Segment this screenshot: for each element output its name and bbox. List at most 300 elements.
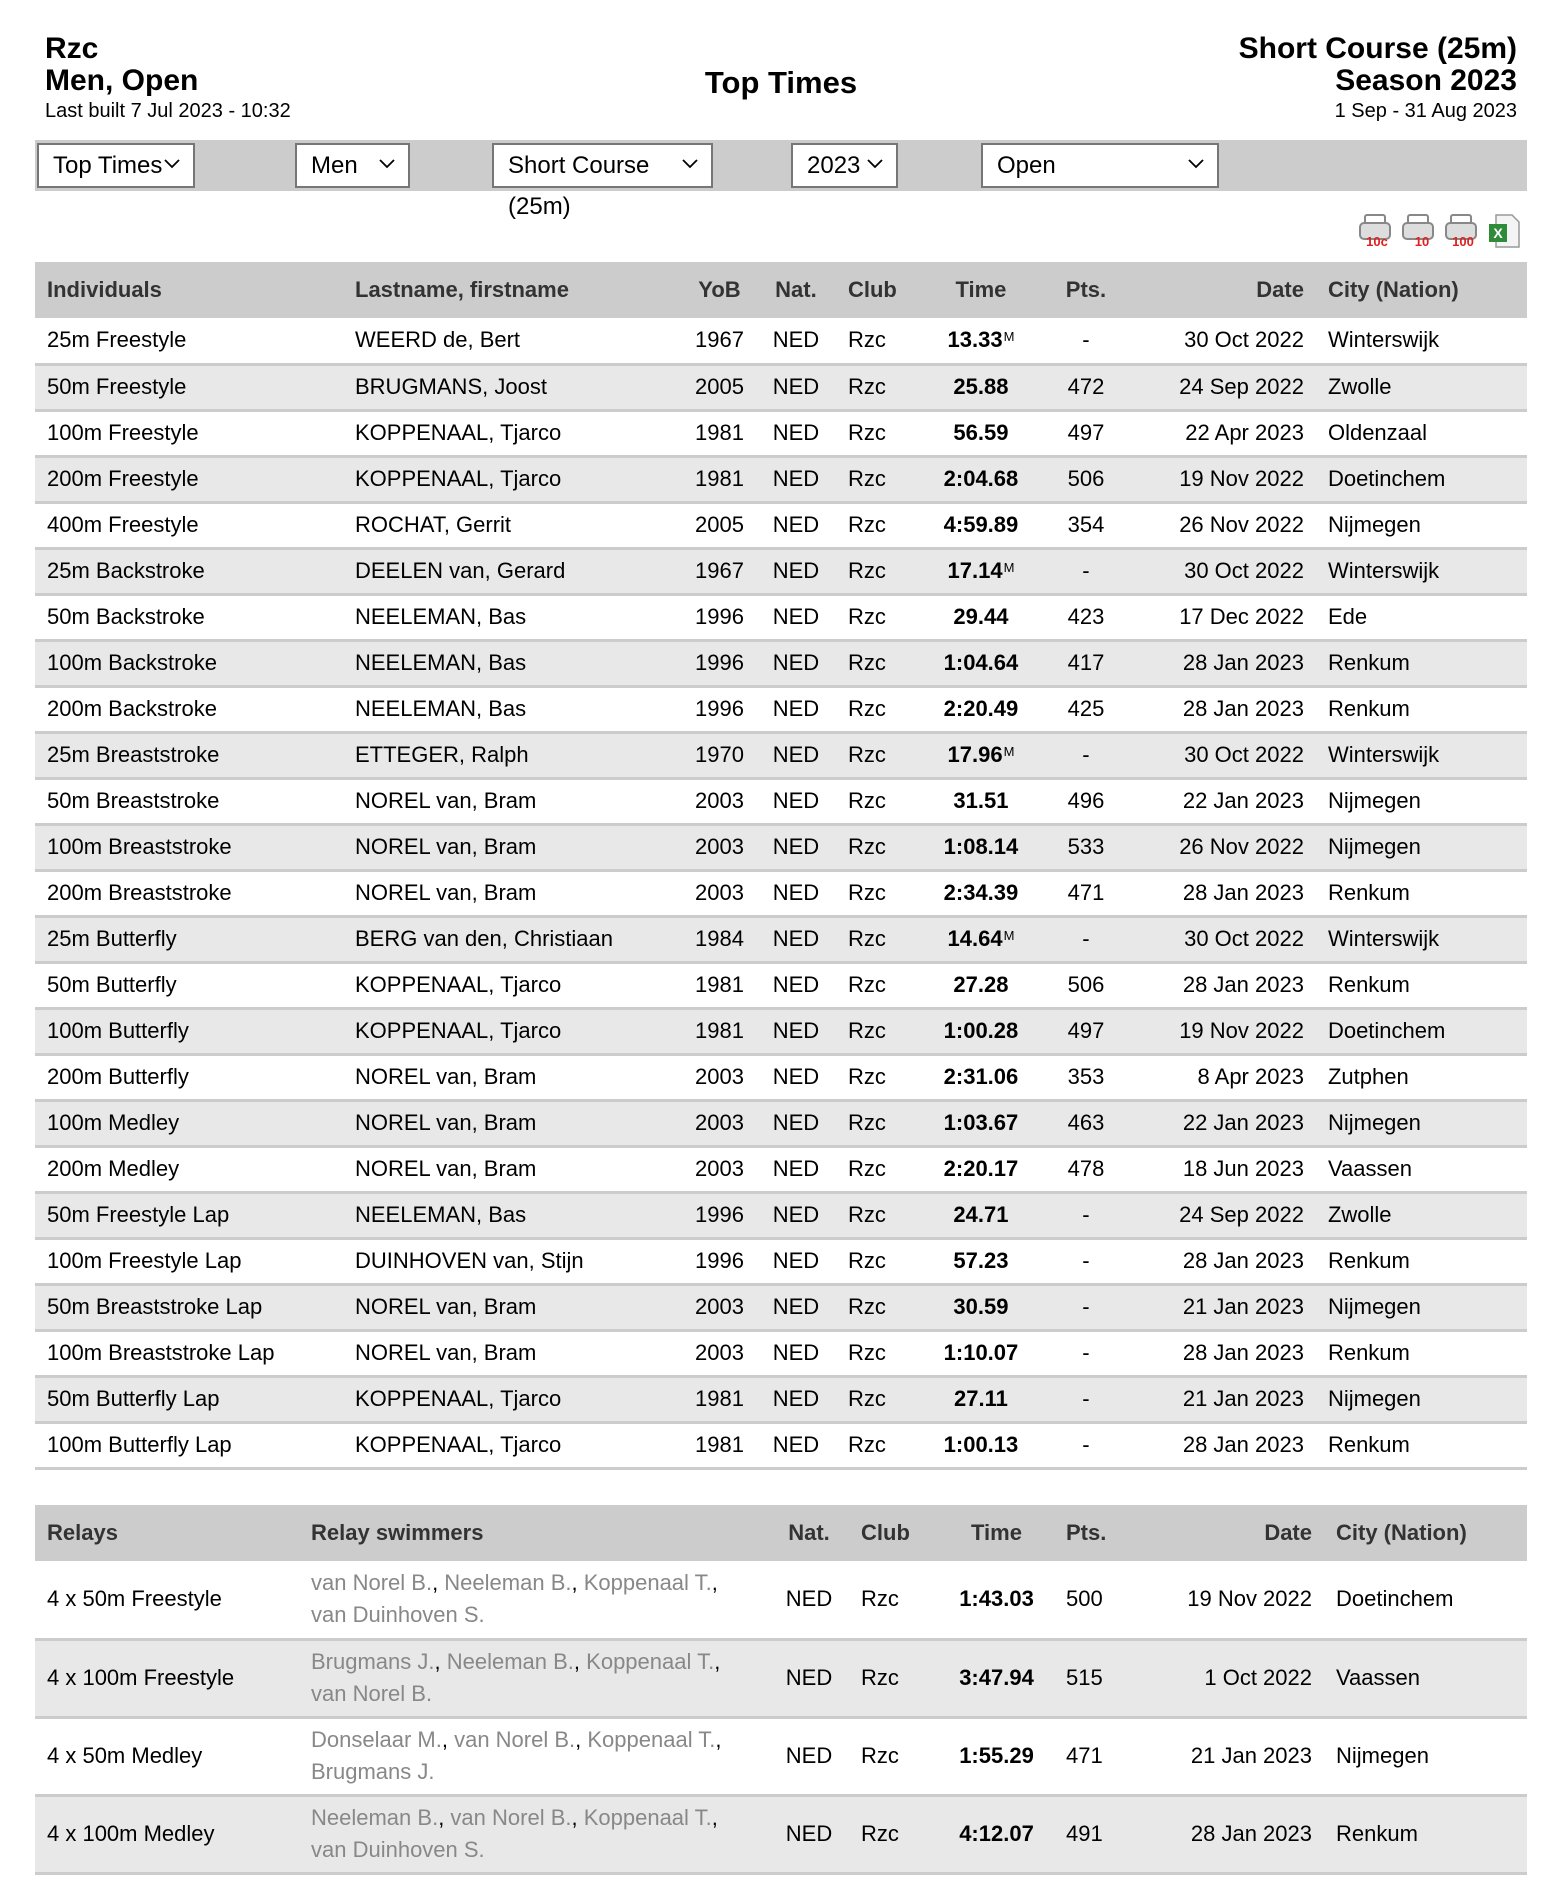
swimmer-name-cell[interactable]: KOPPENAAL, Tjarco — [343, 1422, 683, 1468]
time-value: 4:59.89 — [943, 512, 1019, 537]
separator: , — [432, 1570, 445, 1596]
swimmer-name-cell[interactable]: NEELEMAN, Bas — [343, 686, 683, 732]
swimmer-name-cell[interactable]: NEELEMAN, Bas — [343, 1192, 683, 1238]
event-cell[interactable]: 50m Butterfly — [35, 962, 343, 1008]
course-select[interactable] — [492, 143, 713, 220]
yob-cell: 1996 — [683, 640, 756, 686]
relay-swimmer-link[interactable]: Neeleman B. — [311, 1805, 439, 1830]
time-cell[interactable] — [926, 1284, 1036, 1330]
points-cell: - — [1036, 916, 1136, 962]
yob-cell: 1981 — [683, 1008, 756, 1054]
club-cell: Rzc — [836, 686, 926, 732]
relay-swimmers-cell — [299, 1795, 769, 1873]
points-cell: 478 — [1036, 1146, 1136, 1192]
date-cell: 21 Jan 2023 — [1136, 1376, 1316, 1422]
separator: , — [571, 1570, 584, 1596]
city-cell: Winterswijk — [1316, 732, 1527, 778]
club-cell: Rzc — [836, 962, 926, 1008]
col-relay-event: Relays — [35, 1505, 299, 1561]
city-cell: Zwolle — [1316, 1192, 1527, 1238]
club-cell: Rzc — [849, 1639, 939, 1717]
event-cell[interactable]: 25m Breaststroke — [35, 732, 343, 778]
table-row — [35, 1376, 1527, 1422]
event-cell[interactable]: 100m Breaststroke — [35, 824, 343, 870]
separator: , — [575, 1727, 588, 1752]
title-block — [35, 0, 1527, 140]
city-cell: Winterswijk — [1316, 318, 1527, 364]
table-row — [35, 686, 1527, 732]
time-mark: M — [1003, 560, 1015, 575]
city-cell: Winterswijk — [1316, 916, 1527, 962]
relay-swimmer-link[interactable]: Koppenaal T. — [586, 1649, 715, 1674]
swimmer-name-cell[interactable]: NOREL van, Bram — [343, 1054, 683, 1100]
time-mark: M — [1003, 329, 1015, 345]
table-row — [35, 548, 1527, 594]
points-cell: - — [1036, 1330, 1136, 1376]
swimmer-name-cell[interactable]: NOREL van, Bram — [343, 870, 683, 916]
individuals-body — [35, 318, 1527, 1468]
time-cell[interactable] — [926, 640, 1036, 686]
nat-cell: NED — [769, 1561, 849, 1639]
print-100-icon[interactable] — [1443, 212, 1479, 250]
event-cell[interactable]: 100m Butterfly — [35, 1008, 343, 1054]
swimmer-name-cell[interactable]: KOPPENAAL, Tjarco — [343, 410, 683, 456]
time-cell[interactable] — [926, 962, 1036, 1008]
svg-text:10c: 10c — [1366, 234, 1388, 249]
date-cell: 28 Jan 2023 — [1136, 1238, 1316, 1284]
time-cell[interactable]: 1:43.03 — [939, 1561, 1054, 1639]
col-time: Time — [926, 262, 1036, 318]
club-cell: Rzc — [836, 410, 926, 456]
city-cell: Nijmegen — [1316, 1376, 1527, 1422]
city-cell: Ede — [1316, 594, 1527, 640]
separator: , — [711, 1570, 718, 1596]
nat-cell: NED — [756, 1146, 836, 1192]
relay-swimmer-link[interactable]: Koppenaal T. — [587, 1727, 716, 1752]
swimmer-name-cell[interactable]: BRUGMANS, Joost — [343, 364, 683, 410]
date-cell: 30 Oct 2022 — [1136, 916, 1316, 962]
time-cell[interactable] — [926, 1422, 1036, 1468]
event-cell[interactable]: 50m Freestyle Lap — [35, 1192, 343, 1238]
time-mark: M — [1003, 744, 1015, 759]
event-cell[interactable]: 25m Freestyle — [35, 318, 343, 364]
time-cell[interactable] — [926, 502, 1036, 548]
yob-cell: 2003 — [683, 870, 756, 916]
club-cell: Rzc — [836, 1330, 926, 1376]
points-cell: 506 — [1036, 962, 1136, 1008]
event-cell[interactable]: 50m Freestyle — [35, 364, 343, 410]
relay-row — [35, 1717, 1527, 1795]
swimmer-name-cell[interactable]: KOPPENAAL, Tjarco — [343, 456, 683, 502]
event-cell[interactable]: 200m Breaststroke — [35, 870, 343, 916]
relay-row — [35, 1639, 1527, 1717]
col-relay-swimmers: Relay swimmers — [299, 1505, 769, 1561]
nat-cell: NED — [756, 1238, 836, 1284]
time-cell[interactable] — [926, 318, 1036, 364]
yob-cell: 2005 — [683, 364, 756, 410]
separator: , — [441, 1727, 455, 1752]
table-row — [35, 732, 1527, 778]
col-relay-club: Club — [849, 1505, 939, 1561]
time-cell[interactable] — [926, 1238, 1036, 1284]
event-cell[interactable]: 200m Freestyle — [35, 456, 343, 502]
club-cell: Rzc — [836, 870, 926, 916]
svg-text:100: 100 — [1452, 234, 1474, 249]
season-label: Season 2023 — [1335, 64, 1517, 97]
yob-cell: 1967 — [683, 318, 756, 364]
time-cell[interactable] — [926, 1330, 1036, 1376]
event-cell[interactable]: 25m Butterfly — [35, 916, 343, 962]
print-10c-icon[interactable] — [1357, 212, 1393, 250]
time-value: 1:03.67 — [943, 1110, 1019, 1135]
club-cell: Rzc — [836, 778, 926, 824]
swimmer-name-cell[interactable]: NOREL van, Bram — [343, 1100, 683, 1146]
date-cell: 26 Nov 2022 — [1136, 502, 1316, 548]
date-cell: 26 Nov 2022 — [1136, 824, 1316, 870]
nat-cell: NED — [756, 732, 836, 778]
nat-cell: NED — [756, 1330, 836, 1376]
city-cell: Nijmegen — [1316, 1284, 1527, 1330]
club-name: Rzc — [45, 32, 99, 65]
time-value: 56.59 — [953, 420, 1009, 445]
relay-swimmer-link[interactable]: van Duinhoven S. — [311, 1602, 485, 1628]
col-event: Individuals — [35, 262, 343, 318]
season-range: 1 Sep - 31 Aug 2023 — [1334, 100, 1517, 122]
time-value: 2:31.06 — [943, 1064, 1019, 1089]
city-cell: Doetinchem — [1316, 1008, 1527, 1054]
time-value: 1:10.07 — [943, 1340, 1019, 1365]
yob-cell: 1996 — [683, 1238, 756, 1284]
club-cell: Rzc — [836, 502, 926, 548]
swimmer-name-cell[interactable]: DUINHOVEN van, Stijn — [343, 1238, 683, 1284]
relay-swimmer-link[interactable]: Neeleman B. — [446, 1649, 574, 1674]
time-cell[interactable] — [926, 456, 1036, 502]
points-cell: - — [1036, 1192, 1136, 1238]
time-value: 1:00.13 — [943, 1432, 1019, 1457]
city-cell: Oldenzaal — [1316, 410, 1527, 456]
svg-text:10: 10 — [1414, 234, 1430, 249]
nat-cell: NED — [756, 1100, 836, 1146]
table-row — [35, 870, 1527, 916]
time-value: 1:04.64 — [943, 650, 1019, 675]
col-relay-nat: Nat. — [769, 1505, 849, 1561]
date-cell: 28 Jan 2023 — [1136, 640, 1316, 686]
swimmer-name-cell[interactable]: NEELEMAN, Bas — [343, 594, 683, 640]
time-value: 30.59 — [953, 1294, 1009, 1319]
event-cell[interactable]: 100m Medley — [35, 1100, 343, 1146]
event-cell[interactable]: 200m Medley — [35, 1146, 343, 1192]
time-cell[interactable] — [926, 870, 1036, 916]
yob-cell: 1981 — [683, 456, 756, 502]
yob-cell: 1967 — [683, 548, 756, 594]
date-cell: 28 Jan 2023 — [1136, 1330, 1316, 1376]
points-cell: 500 — [1054, 1561, 1144, 1639]
time-value: 2:20.17 — [943, 1156, 1019, 1181]
event-cell[interactable]: 400m Freestyle — [35, 502, 343, 548]
city-cell: Doetinchem — [1324, 1561, 1527, 1639]
date-cell: 19 Nov 2022 — [1136, 456, 1316, 502]
nat-cell: NED — [756, 1008, 836, 1054]
event-cell[interactable]: 100m Freestyle Lap — [35, 1238, 343, 1284]
city-cell: Renkum — [1316, 1422, 1527, 1468]
print-10-icon[interactable] — [1400, 212, 1436, 250]
time-cell[interactable] — [926, 410, 1036, 456]
time-value: 14.64 — [947, 926, 1003, 951]
club-cell: Rzc — [836, 364, 926, 410]
date-cell: 21 Jan 2023 — [1144, 1717, 1324, 1795]
swimmer-name-cell[interactable]: NOREL van, Bram — [343, 1284, 683, 1330]
swimmer-name-cell[interactable]: ROCHAT, Gerrit — [343, 502, 683, 548]
swimmer-name-cell[interactable]: NOREL van, Bram — [343, 1330, 683, 1376]
nat-cell: NED — [769, 1795, 849, 1873]
yob-cell: 1996 — [683, 1192, 756, 1238]
nat-cell: NED — [756, 594, 836, 640]
separator: , — [571, 1805, 584, 1830]
relay-swimmer-link[interactable]: van Norel B. — [311, 1681, 433, 1706]
report-select[interactable] — [37, 143, 195, 188]
event-cell[interactable]: 100m Butterfly Lap — [35, 1422, 343, 1468]
yob-cell: 2005 — [683, 502, 756, 548]
relay-swimmer-link[interactable]: van Norel B. — [454, 1727, 576, 1752]
nat-cell: NED — [756, 824, 836, 870]
table-row — [35, 1284, 1527, 1330]
date-cell: 30 Oct 2022 — [1136, 318, 1316, 364]
city-cell: Nijmegen — [1316, 824, 1527, 870]
relay-swimmer-link[interactable]: Koppenaal T. — [583, 1570, 712, 1596]
relays-table — [35, 1505, 1527, 1875]
relay-row — [35, 1561, 1527, 1639]
export-toolbar — [1357, 212, 1522, 252]
relays-body — [35, 1561, 1527, 1873]
chevron-down-icon — [866, 145, 884, 186]
time-cell[interactable] — [926, 824, 1036, 870]
time-value: 1:08.14 — [943, 834, 1019, 859]
table-row — [35, 640, 1527, 686]
separator: , — [711, 1805, 718, 1830]
time-cell[interactable] — [926, 732, 1036, 778]
last-built: Last built 7 Jul 2023 - 10:32 — [45, 100, 291, 122]
col-pts: Pts. — [1036, 262, 1136, 318]
time-cell[interactable] — [926, 548, 1036, 594]
time-value: 27.28 — [953, 972, 1009, 997]
relays-header-row — [35, 1505, 1527, 1561]
event-cell[interactable]: 50m Breaststroke Lap — [35, 1284, 343, 1330]
time-cell[interactable] — [926, 1146, 1036, 1192]
time-cell[interactable] — [926, 364, 1036, 410]
city-cell: Nijmegen — [1324, 1717, 1527, 1795]
time-value: 25.88 — [953, 374, 1009, 399]
time-cell[interactable] — [926, 1008, 1036, 1054]
relay-event-cell[interactable]: 4 x 100m Freestyle — [35, 1639, 299, 1717]
yob-cell: 1970 — [683, 732, 756, 778]
club-cell: Rzc — [836, 732, 926, 778]
date-cell: 19 Nov 2022 — [1136, 1008, 1316, 1054]
col-date: Date — [1136, 262, 1316, 318]
excel-export-icon[interactable] — [1486, 212, 1522, 250]
event-cell[interactable]: 100m Backstroke — [35, 640, 343, 686]
relay-swimmer-link[interactable]: Brugmans J. — [311, 1759, 435, 1784]
table-row — [35, 1238, 1527, 1284]
points-cell: 497 — [1036, 410, 1136, 456]
nat-cell: NED — [756, 1422, 836, 1468]
table-row — [35, 962, 1527, 1008]
swimmer-name-cell[interactable]: KOPPENAAL, Tjarco — [343, 962, 683, 1008]
date-cell: 30 Oct 2022 — [1136, 732, 1316, 778]
relay-swimmer-link[interactable]: Koppenaal T. — [583, 1805, 712, 1830]
swimmer-name-cell[interactable]: KOPPENAAL, Tjarco — [343, 1376, 683, 1422]
city-cell: Renkum — [1316, 962, 1527, 1008]
table-row — [35, 1008, 1527, 1054]
time-cell[interactable] — [926, 594, 1036, 640]
yob-cell: 1996 — [683, 686, 756, 732]
relay-swimmer-link[interactable]: van Norel B. — [450, 1805, 572, 1830]
table-row — [35, 824, 1527, 870]
swimmer-name-cell[interactable]: KOPPENAAL, Tjarco — [343, 1008, 683, 1054]
points-cell: 423 — [1036, 594, 1136, 640]
points-cell: - — [1036, 732, 1136, 778]
nat-cell: NED — [756, 318, 836, 364]
event-cell[interactable]: 100m Breaststroke Lap — [35, 1330, 343, 1376]
relay-swimmer-link[interactable]: Neeleman B. — [444, 1570, 572, 1596]
table-row — [35, 502, 1527, 548]
points-cell: - — [1036, 1238, 1136, 1284]
table-row — [35, 318, 1527, 364]
club-cell: Rzc — [836, 1054, 926, 1100]
col-name: Lastname, firstname — [343, 262, 683, 318]
page — [35, 0, 1527, 1862]
city-cell: Renkum — [1316, 640, 1527, 686]
table-row — [35, 1192, 1527, 1238]
event-cell[interactable]: 50m Butterfly Lap — [35, 1376, 343, 1422]
points-cell: 496 — [1036, 778, 1136, 824]
nat-cell: NED — [756, 410, 836, 456]
age-group-select[interactable] — [981, 143, 1219, 188]
club-cell: Rzc — [836, 1192, 926, 1238]
col-yob: YoB — [683, 262, 756, 318]
swimmer-name-cell[interactable]: NOREL van, Bram — [343, 778, 683, 824]
points-cell: 472 — [1036, 364, 1136, 410]
club-cell: Rzc — [836, 1284, 926, 1330]
event-cell[interactable]: 50m Breaststroke — [35, 778, 343, 824]
gender-select[interactable] — [295, 143, 410, 188]
date-cell: 1 Oct 2022 — [1144, 1639, 1324, 1717]
nat-cell: NED — [756, 916, 836, 962]
report-select-value: Top Times — [53, 152, 163, 179]
time-value: 2:34.39 — [943, 880, 1019, 905]
time-cell[interactable] — [926, 1054, 1036, 1100]
filter-bar — [35, 140, 1527, 220]
club-cell: Rzc — [836, 1376, 926, 1422]
yob-cell: 1996 — [683, 594, 756, 640]
swimmer-name-cell[interactable]: BERG van den, Christiaan — [343, 916, 683, 962]
event-cell[interactable]: 50m Backstroke — [35, 594, 343, 640]
time-cell[interactable]: 3:47.94 — [939, 1639, 1054, 1717]
col-relay-pts: Pts. — [1054, 1505, 1144, 1561]
relay-swimmer-link[interactable]: van Duinhoven S. — [311, 1837, 485, 1862]
club-cell: Rzc — [836, 594, 926, 640]
swimmer-name-cell[interactable]: WEERD de, Bert — [343, 318, 683, 364]
relay-swimmer-link[interactable]: van Norel B. — [311, 1570, 433, 1596]
event-cell[interactable]: 25m Backstroke — [35, 548, 343, 594]
time-value: 1:00.28 — [943, 1018, 1019, 1043]
club-cell: Rzc — [836, 548, 926, 594]
date-cell: 8 Apr 2023 — [1136, 1054, 1316, 1100]
points-cell: - — [1036, 1284, 1136, 1330]
course-select-value: Short Course (25m) — [508, 152, 650, 220]
yob-cell: 2003 — [683, 1284, 756, 1330]
points-cell: 353 — [1036, 1054, 1136, 1100]
individuals-table — [35, 262, 1527, 1470]
time-cell[interactable]: 4:12.07 — [939, 1795, 1054, 1873]
table-row — [35, 1146, 1527, 1192]
city-cell: Vaassen — [1316, 1146, 1527, 1192]
time-cell[interactable] — [926, 1192, 1036, 1238]
nat-cell: NED — [756, 1054, 836, 1100]
nat-cell: NED — [756, 870, 836, 916]
club-cell: Rzc — [836, 456, 926, 502]
swimmer-name-cell[interactable]: DEELEN van, Gerard — [343, 548, 683, 594]
swimmer-name-cell[interactable]: ETTEGER, Ralph — [343, 732, 683, 778]
nat-cell: NED — [756, 962, 836, 1008]
time-cell[interactable] — [926, 1100, 1036, 1146]
swimmer-name-cell[interactable]: NEELEMAN, Bas — [343, 640, 683, 686]
table-row — [35, 1330, 1527, 1376]
relay-event-cell[interactable]: 4 x 50m Medley — [35, 1717, 299, 1795]
relay-row — [35, 1795, 1527, 1873]
event-cell[interactable]: 100m Freestyle — [35, 410, 343, 456]
yob-cell: 2003 — [683, 1100, 756, 1146]
separator: , — [438, 1805, 451, 1830]
club-cell: Rzc — [836, 1238, 926, 1284]
time-cell[interactable]: 1:55.29 — [939, 1717, 1054, 1795]
city-cell: Renkum — [1316, 1330, 1527, 1376]
col-relay-city: City (Nation) — [1324, 1505, 1527, 1561]
date-cell: 28 Jan 2023 — [1144, 1795, 1324, 1873]
time-cell[interactable] — [926, 916, 1036, 962]
yob-cell: 1981 — [683, 1422, 756, 1468]
event-cell[interactable]: 200m Butterfly — [35, 1054, 343, 1100]
time-cell[interactable] — [926, 1376, 1036, 1422]
table-row — [35, 364, 1527, 410]
time-cell[interactable] — [926, 686, 1036, 732]
relay-event-cell[interactable]: 4 x 100m Medley — [35, 1795, 299, 1873]
season-select[interactable] — [791, 143, 898, 188]
chevron-down-icon — [378, 145, 396, 186]
nat-cell: NED — [756, 1376, 836, 1422]
relay-event-cell[interactable]: 4 x 50m Freestyle — [35, 1561, 299, 1639]
time-value: 31.51 — [953, 788, 1009, 813]
time-cell[interactable] — [926, 778, 1036, 824]
yob-cell: 2003 — [683, 1054, 756, 1100]
season-select-value: 2023 — [807, 152, 861, 179]
col-relay-date: Date — [1144, 1505, 1324, 1561]
yob-cell: 1981 — [683, 1376, 756, 1422]
chevron-down-icon — [163, 145, 181, 186]
points-cell: 497 — [1036, 1008, 1136, 1054]
relay-swimmer-link[interactable]: Brugmans J. — [311, 1649, 435, 1674]
time-mark: M — [1003, 928, 1015, 943]
swimmer-name-cell[interactable]: NOREL van, Bram — [343, 1146, 683, 1192]
table-row — [35, 778, 1527, 824]
nat-cell: NED — [756, 456, 836, 502]
club-cell: Rzc — [836, 1100, 926, 1146]
event-cell[interactable]: 200m Backstroke — [35, 686, 343, 732]
separator: , — [573, 1649, 587, 1674]
swimmer-name-cell[interactable]: NOREL van, Bram — [343, 824, 683, 870]
chevron-down-icon — [681, 145, 699, 186]
relay-swimmer-link[interactable]: Donselaar M. — [311, 1727, 442, 1752]
nat-cell: NED — [756, 778, 836, 824]
